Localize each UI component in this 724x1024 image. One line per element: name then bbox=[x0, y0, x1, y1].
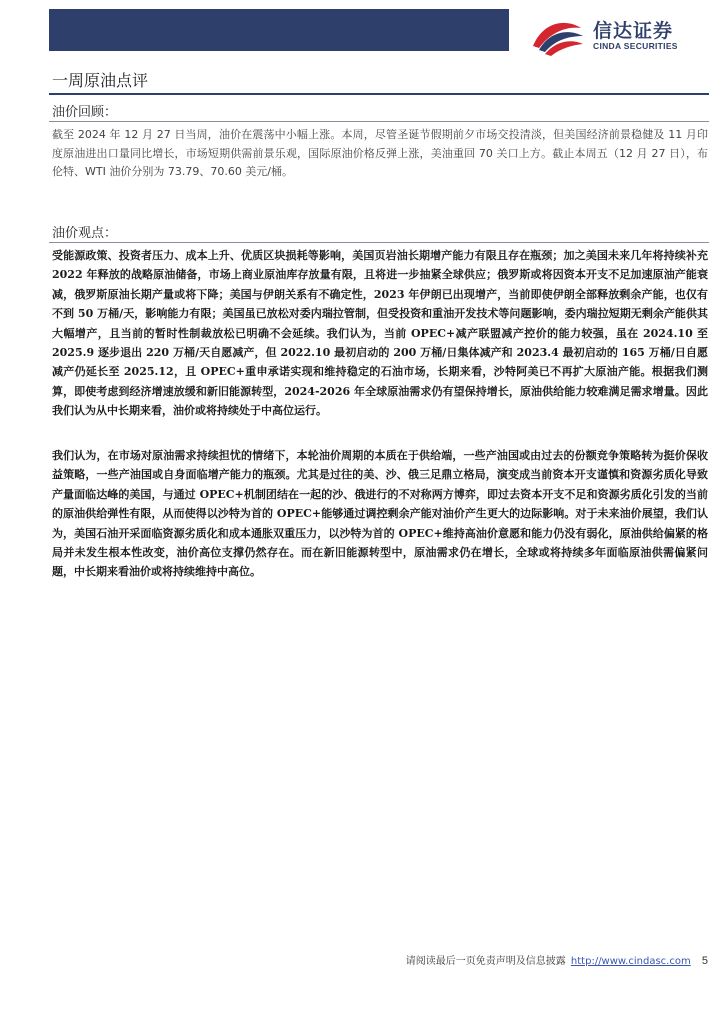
section-title: 一周原油点评 bbox=[52, 71, 149, 90]
views-paragraph-2: 我们认为，在市场对原油需求持续担忧的情绪下，本轮油价周期的本质在于供给端，一些产油国或由过去的份额竞争策略转为挺价保收益策略，一些产油国或自身面临增产能力的瓶颈。尤其是过往的美、沙、俄三足鼎立格局，演变成当前资本开支谨慎和资源劣质化导致产量面临达峰的美国，与通过 OPEC+机制团结在一起的沙、俄进行的不对称两方博弈，即过去资本开支不足和资源劣质化引发的当前的原油供给弹性有限，从而使得以沙特为首的 OPEC+能够通过调控剩余产能对油价产生更大的边际影响。对于未来油价展望，我们认为，美国石油开采面临资源劣质化和成本通胀双重压力，以沙特为首的 OPEC+维持高油价意愿和能力仍没有弱化，原油供给偏紧的格局并未发生根本性改变，油价高位支撑仍然存在。而在新旧能源转型中，原油需求仍在增长，全球或将持续多年面临原油供需偏紧问题，中长期来看油价或将持续维持中高位。 bbox=[52, 449, 708, 579]
footer-website-link[interactable]: http://www.cindasc.com bbox=[570, 956, 691, 967]
page-footer bbox=[406, 952, 708, 967]
review-heading: 油价回顾： bbox=[52, 105, 118, 120]
review-paragraph: 截至 2024 年 12 月 27 日当周，油价在震荡中小幅上涨。本周，尽管圣诞节假期前夕市场交投清淡，但美国经济前景稳健及 11 月印度原油进出口量同比增长，市场短期供需前景乐观，国际原油价格反弹上涨，美油重回 70 关口上方。截止本周五（12 月 27 日），布伦特、WTI 油价分别为 73.79、70.60 美元/桶。 bbox=[52, 128, 708, 178]
cinda-logo bbox=[529, 14, 709, 56]
views-paragraph-1: 受能源政策、投资者压力、成本上升、优质区块损耗等影响，美国页岩油长期增产能力有限且存在瓶颈；加之美国未来几年将持续补充 2022 年释放的战略原油储备，市场上商业原油库存放量有限，且将进一步抽紧全球供应；俄罗斯或将因资本开支不足加速原油产能衰减，俄罗斯原油长期产量或将下降；美国与伊朗关系有不确定性，2023 年伊朗已出现增产，当前即使伊朗全部释放剩余产能，也仅有不到 50 万桶/天，影响能力有限；美国虽已放松对委内瑞拉管制，但受投资和重油开发技术等问题影响，委内瑞拉短期无剩余产能供其大幅增产，且当前的暂时性制裁放松已明确不会延续。我们认为，当前 OPEC+减产联盟减产控价的能力较强，虽在 2024.10 至 2025.9 逐步退出 220 万桶/天自愿减产，但 2022.10 最初启动的 200 万桶/日集体减产和 2023.4 最初启动的 165 万桶/日自愿减产仍延长至 2025.12，且 OPEC+重申承诺实现和维持稳定的石油市场，长期来看，沙特阿美已不再扩大原油产能。根据我们测算，即使考虑到经济增速放缓和新旧能源转型，2024-2026 年全球原油需求仍有望保持增长，原油供给能力较难满足需求增量。因此我们认为从中长期来看，油价或将持续处于中高位运行。 bbox=[52, 249, 708, 418]
brand-name-cn: 信达证券 bbox=[593, 20, 674, 42]
brand-name-en: CINDA SECURITIES bbox=[593, 41, 678, 51]
section-divider bbox=[49, 93, 709, 95]
cinda-logo-mark-icon bbox=[529, 16, 585, 56]
review-divider bbox=[49, 121, 709, 122]
views-divider bbox=[49, 242, 709, 243]
footer-disclaimer: 请阅读最后一页免责声明及信息披露 bbox=[405, 956, 566, 967]
header-banner bbox=[49, 9, 509, 51]
page-number: 5 bbox=[701, 955, 708, 967]
views-heading: 油价观点： bbox=[52, 226, 118, 241]
